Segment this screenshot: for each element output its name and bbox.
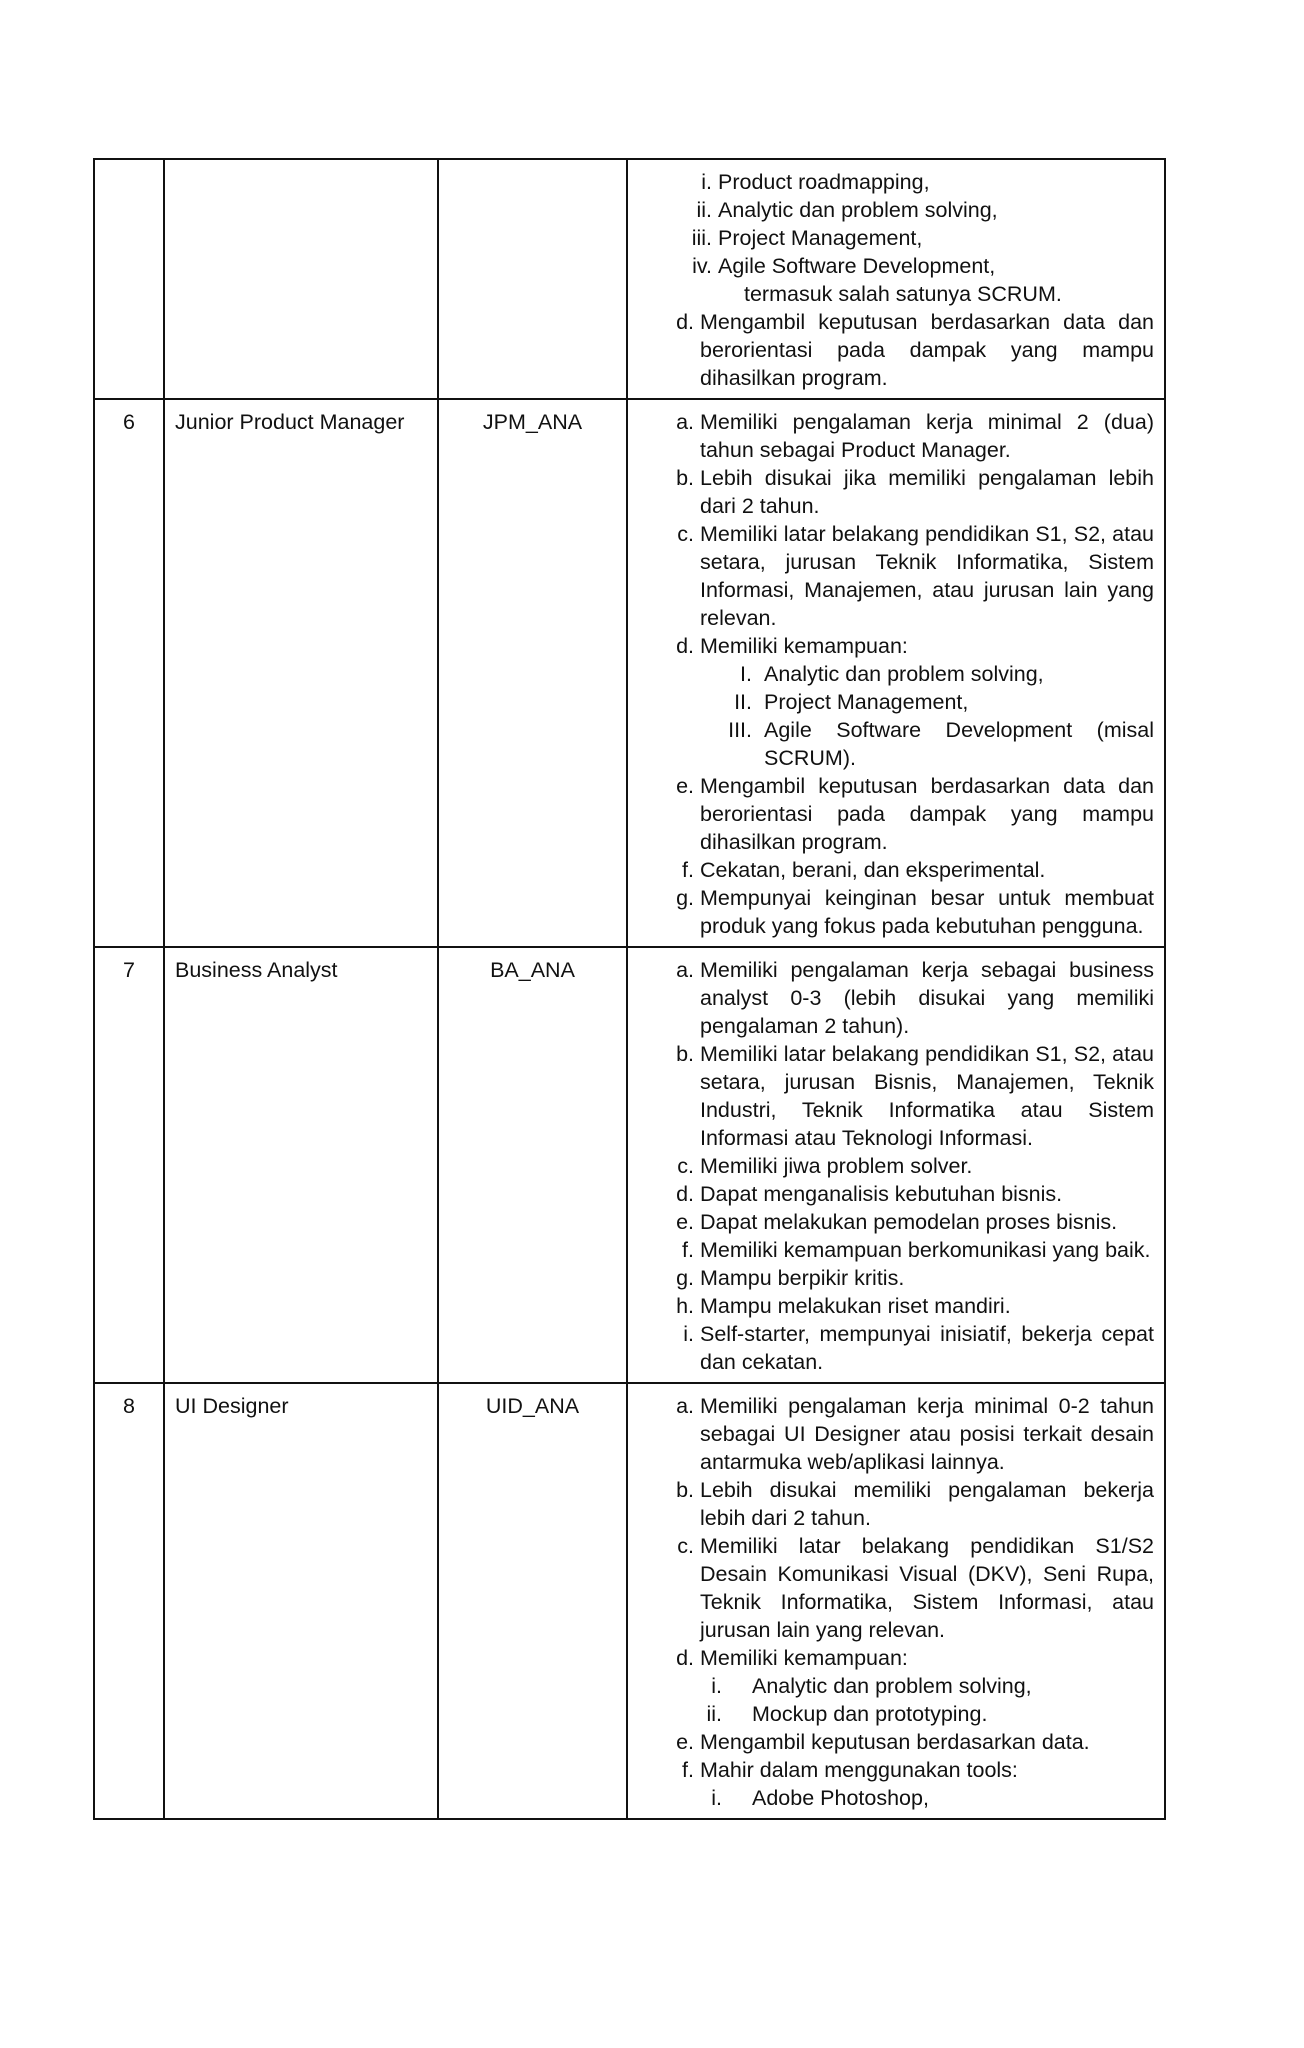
requirement-item: a. Memiliki pengalaman kerja sebagai business analyst 0-3 (lebih disukai yang memiliki pengalaman 2 tahun). [676,958,1154,1038]
sub-item-continuation: termasuk salah satunya SCRUM. [744,282,1062,306]
row-number: 8 [94,1383,164,1819]
requirement-item: d. Memiliki kemampuan: [676,1646,908,1670]
sub-item: III. Agile Software Development (misal SCRUM). [728,718,1154,770]
requirements-cell [627,947,1165,1383]
requirements-cell [627,399,1165,947]
table-row [94,947,1165,1383]
requirement-item: e. Mengambil keputusan berdasarkan data dan berorientasi pada dampak yang mampu dihasilkan program. [676,774,1154,854]
position-name: Junior Product Manager [164,399,438,947]
position-cell [164,159,438,399]
requirement-item: e. Mengambil keputusan berdasarkan data. [676,1730,1090,1754]
requirement-item: d. Mengambil keputusan berdasarkan data dan berorientasi pada dampak yang mampu dihasilkan program. [676,310,1154,390]
row-number: 7 [94,947,164,1383]
table-row [94,399,1165,947]
row-number: 6 [94,399,164,947]
code-cell [438,159,627,399]
requirements-table [93,158,1166,1820]
position-code: UID_ANA [438,1383,627,1819]
sub-item: iii. Project Management, [691,226,923,250]
requirement-item: d. Dapat menganalisis kebutuhan bisnis. [676,1182,1063,1206]
requirement-item: h. Mampu melakukan riset mandiri. [676,1294,1011,1318]
requirement-item: g. Mampu berpikir kritis. [676,1266,905,1290]
requirement-item: f. Cekatan, berani, dan eksperimental. [682,858,1046,882]
sub-item: ii. Analytic dan problem solving, [696,198,998,222]
requirement-item: b. Lebih disukai memiliki pengalaman bekerja lebih dari 2 tahun. [676,1478,1154,1530]
table-row [94,1383,1165,1819]
position-name: UI Designer [164,1383,438,1819]
position-name: Business Analyst [164,947,438,1383]
no-cell [94,159,164,399]
sub-item: II. Project Management, [734,690,969,714]
sub-item: iv. Agile Software Development, [692,254,996,278]
sub-item: i. Adobe Photoshop, [711,1786,929,1810]
table-row-continuation [94,159,1165,399]
requirement-item: c. Memiliki jiwa problem solver. [677,1154,973,1178]
requirement-item: e. Dapat melakukan pemodelan proses bisnis. [676,1210,1118,1234]
requirement-item: i. Self-starter, mempunyai inisiatif, bekerja cepat dan cekatan. [683,1322,1154,1374]
requirements-cell [627,1383,1165,1819]
requirement-item: a. Memiliki pengalaman kerja minimal 2 (dua) tahun sebagai Product Manager. [676,410,1154,462]
sub-item: i. Analytic dan problem solving, [711,1674,1032,1698]
sub-item: ii. Mockup dan prototyping. [706,1702,988,1726]
requirements-cell [627,159,1165,399]
requirement-item: f. Memiliki kemampuan berkomunikasi yang baik. [682,1238,1151,1262]
requirement-item: c. Memiliki latar belakang pendidikan S1/S2 Desain Komunikasi Visual (DKV), Seni Rupa, Teknik Informatika, Sistem Informasi, atau jurusan lain yang relevan. [677,1534,1154,1642]
requirement-item: f. Mahir dalam menggunakan tools: [682,1758,1018,1782]
position-code: BA_ANA [438,947,627,1383]
requirement-item: d. Memiliki kemampuan: [676,634,908,658]
requirement-item: c. Memiliki latar belakang pendidikan S1, S2, atau setara, jurusan Teknik Informatika, Sistem Informasi, Manajemen, atau jurusan lain yang relevan. [677,522,1154,630]
requirement-item: a. Memiliki pengalaman kerja minimal 0-2 tahun sebagai UI Designer atau posisi terkait desain antarmuka web/aplikasi lainnya. [676,1394,1154,1474]
requirement-item: b. Memiliki latar belakang pendidikan S1, S2, atau setara, jurusan Bisnis, Manajemen, Teknik Industri, Teknik Informatika atau Sistem Informasi atau Teknologi Informasi. [676,1042,1154,1150]
sub-item: I. Analytic dan problem solving, [740,662,1044,686]
requirement-item: g. Mempunyai keinginan besar untuk membuat produk yang fokus pada kebutuhan pengguna. [676,886,1154,938]
sub-item: i. Product roadmapping, [701,170,930,194]
requirement-item: b. Lebih disukai jika memiliki pengalaman lebih dari 2 tahun. [676,466,1154,518]
position-code: JPM_ANA [438,399,627,947]
